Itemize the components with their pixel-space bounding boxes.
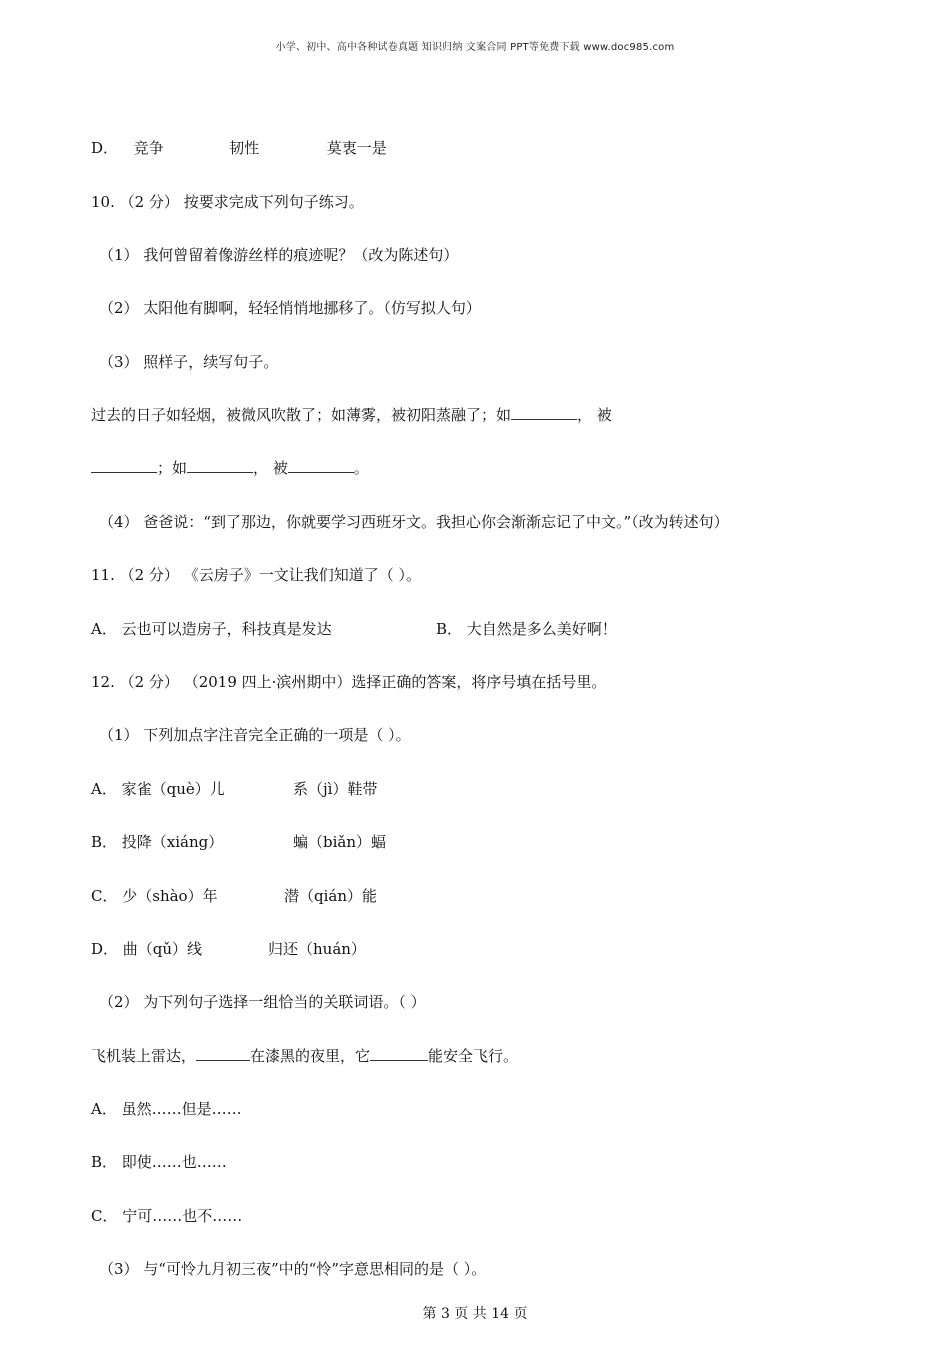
q10-part-3-text-4: ， 被: [253, 459, 288, 477]
answer-blank[interactable]: [196, 1046, 250, 1061]
q12-part-3: （3） 与“可怜九月初三夜”中的“怜”字意思相同的是（ ）。: [99, 1260, 487, 1278]
q12-part-1-option-a-2: 系（jì）鞋带: [293, 780, 378, 798]
q10-part-3-text-3: ；如: [157, 459, 188, 477]
q12-part-1-option-b-2: 蝙（biǎn）蝠: [293, 833, 387, 851]
q12-part-2: （2） 为下列句子选择一组恰当的关联词语。（ ）: [99, 993, 426, 1011]
q10-part-3: （3） 照样子，续写句子。: [99, 353, 279, 371]
q9-option-d-word-3: 莫衷一是: [326, 139, 387, 157]
answer-blank[interactable]: [370, 1046, 428, 1061]
q12-part-1-option-c-1: C． 少（shào）年: [91, 887, 218, 905]
q12-part-2-text-3: 能安全飞行。: [428, 1047, 519, 1065]
answer-blank[interactable]: [511, 405, 577, 420]
q11-option-b: B． 大自然是多么美好啊！: [436, 620, 617, 638]
q12-part-2-text-1: 飞机装上雷达，: [91, 1047, 197, 1065]
q12-stem: 12. （2 分） （2019 四上·滨州期中）选择正确的答案，将序号填在括号里。: [91, 673, 607, 691]
q11-stem: 11. （2 分） 《云房子》一文让我们知道了（ ）。: [91, 566, 421, 584]
q12-part-1-option-a-1: A． 家雀（què）儿: [91, 780, 225, 798]
q11-option-a: A． 云也可以造房子，科技真是发达: [91, 620, 332, 638]
q9-option-d: [91, 138, 387, 158]
q12-part-1-option-d-1: D． 曲（qǔ）线: [91, 940, 203, 958]
q12-part-1-option-b-1: B． 投降（xiáng）: [91, 833, 224, 851]
q10-part-3-sentence-line-2: [91, 458, 369, 478]
q10-part-2: （2） 太阳他有脚啊，轻轻悄悄地挪移了。（仿写拟人句）: [99, 299, 481, 317]
q10-part-1: （1） 我何曾留着像游丝样的痕迹呢？（改为陈述句）: [99, 246, 459, 264]
q12-part-1-option-d-2: 归还（huán）: [268, 940, 366, 958]
q12-part-2-option-b: B． 即使……也……: [91, 1153, 227, 1171]
answer-blank[interactable]: [91, 458, 157, 473]
q10-part-3-sentence-line-1: [91, 405, 612, 425]
q9-option-d-label: D．: [91, 139, 119, 157]
q9-option-d-word-1: 竞争: [133, 139, 164, 157]
q12-part-2-option-a: A． 虽然……但是……: [91, 1100, 242, 1118]
q12-part-2-text-2: 在漆黑的夜里，它: [250, 1047, 371, 1065]
q10-part-4: （4） 爸爸说：“到了那边，你就要学习西班牙文。我担心你会渐渐忘记了中文。”（改为转述句）: [99, 513, 729, 531]
q10-part-3-text-2: ， 被: [577, 406, 612, 424]
q10-part-3-text-5: 。: [353, 459, 369, 477]
q10-part-3-text-1: 过去的日子如轻烟，被微风吹散了；如薄雾，被初阳蒸融了；如: [91, 406, 512, 424]
q12-part-2-option-c: C． 宁可……也不……: [91, 1207, 243, 1225]
q12-part-1-option-c-2: 潜（qián）能: [284, 887, 378, 905]
q9-option-d-word-2: 韧性: [229, 139, 260, 157]
answer-blank[interactable]: [288, 458, 354, 473]
q12-part-1: （1） 下列加点字注音完全正确的一项是（ ）。: [99, 726, 411, 744]
q10-stem: 10. （2 分） 按要求完成下列句子练习。: [91, 193, 364, 211]
page-header: 小学、初中、高中各种试卷真题 知识归纳 文案合同 PPT等免费下载 www.doc985.com: [275, 42, 675, 53]
q12-part-2-sentence: [91, 1046, 518, 1066]
page-footer: 第 3 页 共 14 页: [422, 1306, 528, 1322]
answer-blank[interactable]: [187, 458, 253, 473]
